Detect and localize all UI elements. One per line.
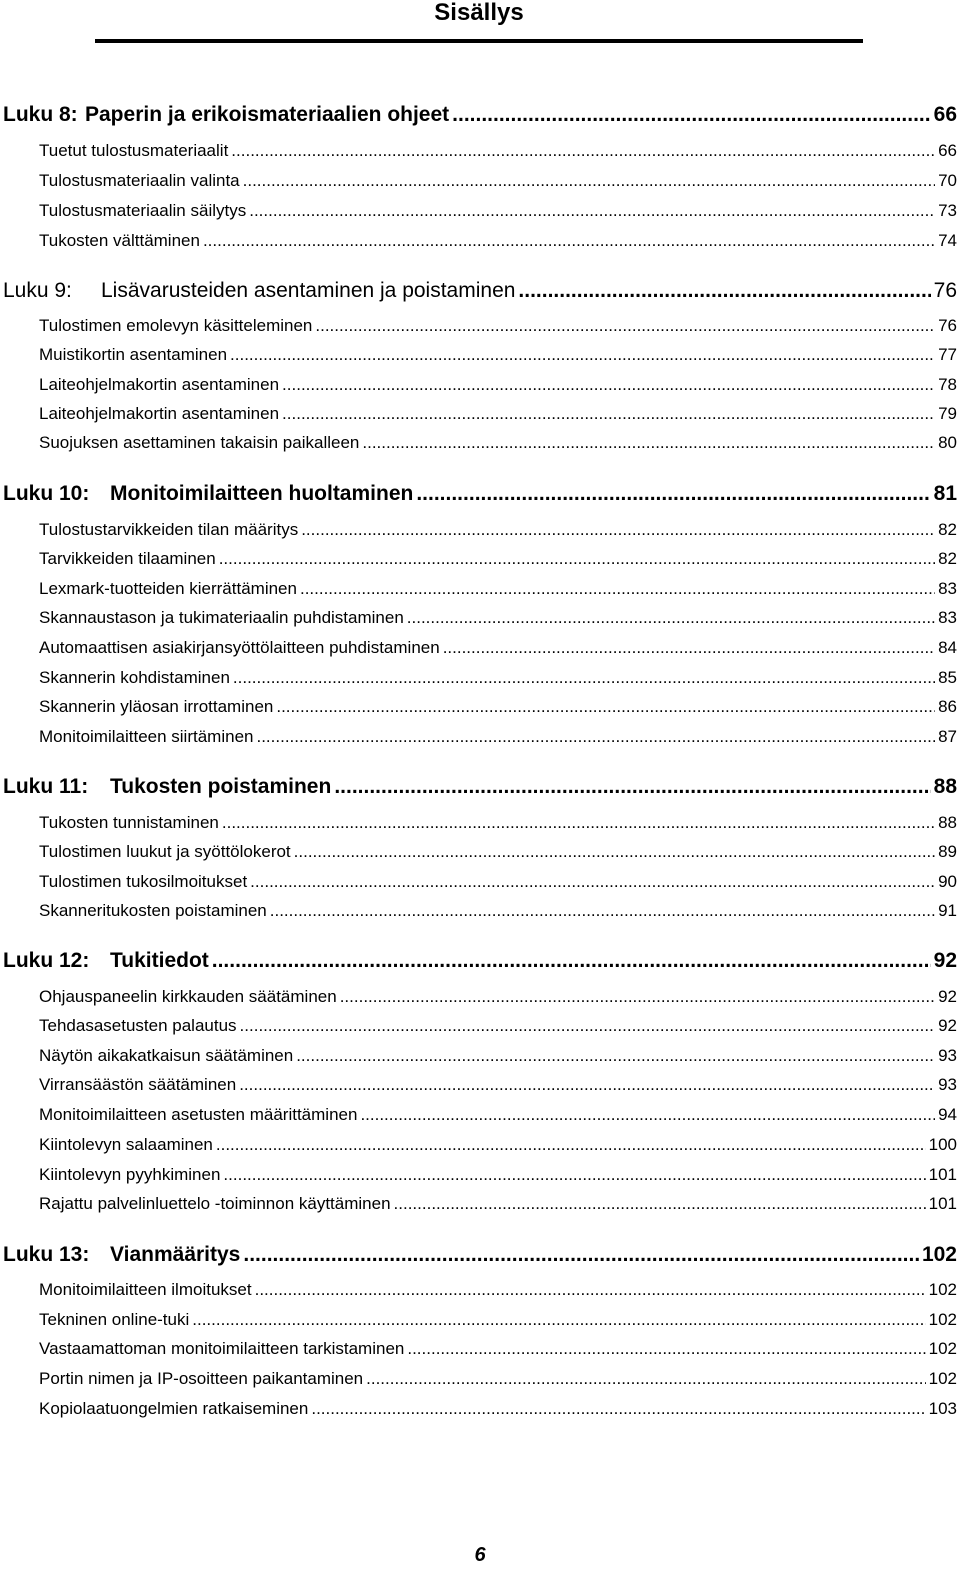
chapter-title: Tukitiedot <box>110 949 209 972</box>
toc-entry[interactable] <box>39 987 957 1007</box>
toc-entry[interactable] <box>39 1046 957 1066</box>
entry-page: 82 <box>938 549 957 568</box>
entry-title: Tulostimen luukut ja syöttölokerot <box>39 842 291 861</box>
leader-dots <box>256 727 935 747</box>
entry-page: 77 <box>938 345 957 364</box>
toc-entry[interactable] <box>39 813 957 833</box>
entry-page: 92 <box>938 987 957 1006</box>
toc-entry[interactable] <box>39 842 957 862</box>
toc-entry[interactable] <box>39 1105 957 1125</box>
leader-dots <box>282 375 935 395</box>
entry-title: Tehdasasetusten palautus <box>39 1016 237 1035</box>
chapter-heading[interactable] <box>3 1243 957 1267</box>
entry-page: 100 <box>928 1135 957 1154</box>
toc-entry[interactable] <box>39 872 957 892</box>
leader-dots <box>282 404 935 424</box>
entry-title: Laiteohjelmakortin asentaminen <box>39 375 280 394</box>
page-number: 6 <box>474 1544 486 1566</box>
leader-dots <box>192 1310 925 1330</box>
chapter-label: Luku 11: <box>3 775 89 798</box>
entry-title: Kopiolaatuongelmien ratkaiseminen <box>39 1399 309 1418</box>
entry-page: 101 <box>928 1194 957 1213</box>
entry-title: Portin nimen ja IP-osoitteen paikantaminen <box>39 1369 364 1388</box>
page-title: Sisällys <box>434 0 524 26</box>
leader-dots <box>334 775 930 799</box>
entry-page: 102 <box>928 1280 957 1299</box>
entry-page: 76 <box>938 316 957 335</box>
entry-page: 83 <box>938 608 957 627</box>
title-rule <box>95 39 863 43</box>
leader-dots <box>222 813 935 833</box>
entry-page: 70 <box>938 171 957 190</box>
chapter-title: Tukosten poistaminen <box>110 775 332 798</box>
entry-page: 102 <box>928 1310 957 1329</box>
leader-dots <box>212 949 931 973</box>
chapter-heading[interactable] <box>3 482 957 506</box>
entry-page: 102 <box>928 1339 957 1358</box>
leader-dots <box>276 697 935 717</box>
entry-page: 86 <box>938 697 957 716</box>
entry-title: Automaattisen asiakirjansyöttölaitteen puhdistaminen <box>39 638 440 657</box>
chapter-label: Luku 12: <box>3 949 90 972</box>
chapter-page: 76 <box>933 279 957 302</box>
entry-title: Monitoimilaitteen asetusten määrittäminen <box>39 1105 358 1124</box>
entry-title: Kiintolevyn pyyhkiminen <box>39 1165 221 1184</box>
leader-dots <box>243 1243 919 1267</box>
entry-title: Suojuksen asettaminen takaisin paikalleen <box>39 433 360 452</box>
leader-dots <box>250 872 935 892</box>
chapter-label: Luku 9: <box>3 279 72 302</box>
leader-dots <box>315 316 935 336</box>
entry-page: 85 <box>938 668 957 687</box>
entry-title: Laiteohjelmakortin asentaminen <box>39 404 280 423</box>
leader-dots <box>249 201 935 221</box>
chapter-heading[interactable] <box>3 103 957 127</box>
toc-entry[interactable] <box>39 433 957 453</box>
entry-page: 66 <box>938 141 957 160</box>
entry-title: Kiintolevyn salaaminen <box>39 1135 213 1154</box>
chapter-label: Luku 13: <box>3 1243 90 1266</box>
leader-dots <box>443 638 935 658</box>
entry-title: Tulostimen emolevyn käsitteleminen <box>39 316 313 335</box>
entry-page: 91 <box>938 901 957 920</box>
chapter-page: 66 <box>933 103 957 126</box>
toc-entry[interactable] <box>39 579 957 599</box>
toc-entry[interactable] <box>39 404 957 424</box>
chapter-title: Paperin ja erikoismateriaalien ohjeet <box>85 103 450 126</box>
leader-dots <box>296 1046 935 1066</box>
leader-dots <box>223 1165 925 1185</box>
entry-title: Tulostimen tukosilmoitukset <box>39 872 248 891</box>
toc-entry[interactable] <box>39 201 957 221</box>
entry-title: Skannaustason ja tukimateriaalin puhdistaminen <box>39 608 404 627</box>
entry-page: 87 <box>938 727 957 746</box>
chapter-label: Luku 8: <box>3 103 78 126</box>
chapter-page: 81 <box>933 482 957 505</box>
leader-dots <box>407 1339 925 1359</box>
leader-dots <box>270 901 935 921</box>
entry-title: Skannerin yläosan irrottaminen <box>39 697 274 716</box>
leader-dots <box>255 1280 926 1300</box>
leader-dots <box>216 1135 926 1155</box>
chapter-heading[interactable] <box>3 775 957 799</box>
toc-entry[interactable] <box>39 316 957 336</box>
leader-dots <box>407 608 935 628</box>
leader-dots <box>233 668 935 688</box>
toc-entry[interactable] <box>39 141 957 161</box>
chapter-heading[interactable] <box>3 279 957 303</box>
entry-title: Monitoimilaitteen siirtäminen <box>39 727 254 746</box>
entry-title: Näytön aikakatkaisun säätäminen <box>39 1046 294 1065</box>
leader-dots <box>340 987 935 1007</box>
entry-page: 90 <box>938 872 957 891</box>
leader-dots <box>416 482 930 506</box>
entry-title: Vastaamattoman monitoimilaitteen tarkistaminen <box>39 1339 405 1358</box>
chapter-title: Monitoimilaitteen huoltaminen <box>110 482 414 505</box>
chapter-heading[interactable] <box>3 949 957 973</box>
entry-page: 83 <box>938 579 957 598</box>
leader-dots <box>518 279 930 303</box>
entry-title: Lexmark-tuotteiden kierrättäminen <box>39 579 297 598</box>
leader-dots <box>203 231 935 251</box>
entry-page: 80 <box>938 433 957 452</box>
entry-page: 73 <box>938 201 957 220</box>
leader-dots <box>360 1105 935 1125</box>
entry-title: Ohjauspaneelin kirkkauden säätäminen <box>39 987 337 1006</box>
toc-entry[interactable] <box>39 1165 957 1185</box>
entry-title: Skanneritukosten poistaminen <box>39 901 267 920</box>
toc-entry[interactable] <box>39 345 957 365</box>
entry-page: 103 <box>928 1399 957 1418</box>
toc-entry[interactable] <box>39 1399 957 1419</box>
toc-entry[interactable] <box>39 171 957 191</box>
leader-dots <box>362 433 935 453</box>
leader-dots <box>366 1369 925 1389</box>
entry-title: Tulostustarvikkeiden tilan määritys <box>39 520 299 539</box>
entry-title: Virransäästön säätäminen <box>39 1075 237 1094</box>
toc-entry[interactable] <box>39 1369 957 1389</box>
entry-page: 88 <box>938 813 957 832</box>
entry-title: Tarvikkeiden tilaaminen <box>39 549 216 568</box>
toc-entry[interactable] <box>39 727 957 747</box>
entry-page: 89 <box>938 842 957 861</box>
toc-entry[interactable] <box>39 1075 957 1095</box>
chapter-page: 88 <box>933 775 957 798</box>
toc-entry[interactable] <box>39 638 957 658</box>
entry-page: 93 <box>938 1046 957 1065</box>
leader-dots <box>231 141 935 161</box>
entry-page: 84 <box>938 638 957 657</box>
leader-dots <box>240 1016 936 1036</box>
leader-dots <box>230 345 935 365</box>
entry-title: Tukosten tunnistaminen <box>39 813 219 832</box>
toc-entry[interactable] <box>39 1280 957 1300</box>
entry-page: 82 <box>938 520 957 539</box>
toc-entry[interactable] <box>39 520 957 540</box>
toc-entry[interactable] <box>39 608 957 628</box>
entry-title: Monitoimilaitteen ilmoitukset <box>39 1280 252 1299</box>
chapter-title: Lisävarusteiden asentaminen ja poistaminen <box>101 279 516 302</box>
chapter-label: Luku 10: <box>3 482 90 505</box>
entry-page: 101 <box>928 1165 957 1184</box>
leader-dots <box>239 1075 935 1095</box>
entry-title: Rajattu palvelinluettelo -toiminnon käyttäminen <box>39 1194 391 1213</box>
toc-entry[interactable] <box>39 668 957 688</box>
chapter-page: 102 <box>921 1243 957 1266</box>
toc-entry[interactable] <box>39 375 957 395</box>
leader-dots <box>311 1399 925 1419</box>
entry-page: 79 <box>938 404 957 423</box>
leader-dots <box>452 103 930 127</box>
toc-entry[interactable] <box>39 549 957 569</box>
entry-title: Skannerin kohdistaminen <box>39 668 230 687</box>
leader-dots <box>300 579 935 599</box>
toc-entry[interactable] <box>39 1016 957 1036</box>
toc-entry[interactable] <box>39 901 957 921</box>
entry-page: 92 <box>938 1016 957 1035</box>
entry-page: 102 <box>928 1369 957 1388</box>
entry-title: Tuetut tulostusmateriaalit <box>39 141 229 160</box>
leader-dots <box>394 1194 926 1214</box>
entry-title: Muistikortin asentaminen <box>39 345 228 364</box>
leader-dots <box>294 842 935 862</box>
entry-page: 74 <box>938 231 957 250</box>
toc-entry[interactable] <box>39 697 957 717</box>
entry-page: 78 <box>938 375 957 394</box>
entry-title: Tukosten välttäminen <box>39 231 200 250</box>
chapter-title: Vianmääritys <box>110 1243 241 1266</box>
toc-entry[interactable] <box>39 1135 957 1155</box>
leader-dots <box>243 171 935 191</box>
entry-title: Tekninen online-tuki <box>39 1310 190 1329</box>
entry-title: Tulostusmateriaalin valinta <box>39 171 240 190</box>
entry-title: Tulostusmateriaalin säilytys <box>39 201 247 220</box>
toc-entry[interactable] <box>39 1194 957 1214</box>
toc-entry[interactable] <box>39 1339 957 1359</box>
entry-page: 93 <box>938 1075 957 1094</box>
chapter-page: 92 <box>933 949 957 972</box>
leader-dots <box>301 520 935 540</box>
toc-entry[interactable] <box>39 231 957 251</box>
leader-dots <box>219 549 935 569</box>
toc-entry[interactable] <box>39 1310 957 1330</box>
entry-page: 94 <box>938 1105 957 1124</box>
